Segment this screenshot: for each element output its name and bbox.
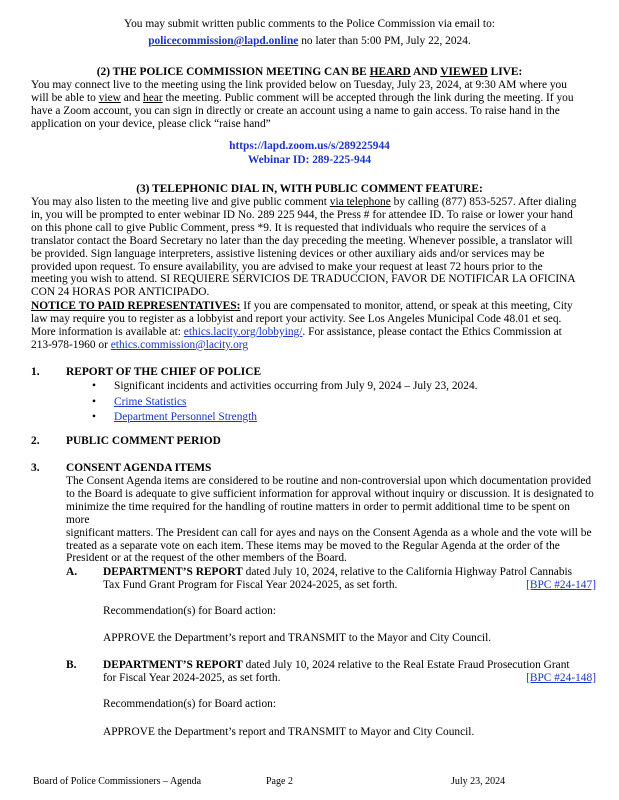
ethics-commission-email-link[interactable]: ethics.commission@lacity.org [110, 338, 249, 351]
item-b-recommendation: Recommendation(s) for Board action: [103, 698, 277, 710]
zoom-link[interactable]: https://lapd.zoom.us/s/289225944 [229, 140, 390, 152]
paragraph-line: significant matters. The President can call for ayes and nays on the Consent Agenda as a whole and the vote will be [66, 526, 592, 539]
notice-label: NOTICE TO PAID REPRESENTATIVES: [31, 300, 241, 312]
ethics-lobbying-link[interactable]: ethics.lacity.org/lobbying/ [183, 325, 303, 338]
paragraph-line: treated as a separate vote on each item. These items may be moved to the Regular Agenda at the order of the [66, 539, 560, 552]
item-a-action: APPROVE the Department’s report and TRANSMIT to the Mayor and City Council. [103, 632, 492, 644]
heading-live: LIVE: [487, 66, 523, 78]
paragraph-line: translator contact the Board Secretary no later than the day preceding the meeting. Whenever possible, a translator will [31, 234, 573, 247]
paragraph-line: President or at the request of the other members of the Board. [66, 552, 347, 565]
paragraph-line: to the Board is adequate to give sufficient information for approval without inquiry or discussion. It is designated to [66, 487, 594, 500]
intro-deadline: no later than 5:00 PM, July 22, 2024. [298, 35, 471, 47]
bullet-text: Significant incidents and activities occurring from July 9, 2024 – July 23, 2024. [114, 380, 478, 392]
bullet-item [92, 411, 478, 427]
item-a-letter: A. [66, 566, 78, 578]
report-label: DEPARTMENT’S REPORT [103, 566, 243, 578]
personnel-strength-link[interactable]: Department Personnel Strength [114, 411, 257, 423]
text: If you are compensated to monitor, attend, or speak at this meeting, City [240, 300, 573, 312]
paragraph-line [103, 671, 596, 685]
item-a-body [103, 566, 596, 592]
commission-email-link[interactable]: policecommission@lapd.online [148, 35, 299, 47]
text: More information is available at: [31, 325, 184, 338]
bpc-24-148-link[interactable]: [BPC #24-148] [526, 671, 596, 684]
bpc-24-147-link[interactable]: [BPC #24-147] [526, 578, 596, 591]
heading-and: AND [410, 66, 441, 78]
footer-date: July 23, 2024 [451, 776, 506, 787]
bullet-item [92, 380, 478, 396]
text: the meeting. Public comment will be accepted through the link during the meeting. If you [162, 91, 574, 104]
intro-line-2 [0, 35, 619, 48]
text-view: view [98, 91, 121, 104]
footer-title: Board of Police Commissioners – Agenda [33, 776, 202, 787]
paragraph-line [31, 92, 593, 105]
paragraph-line: application on your device, please click “raise hand” [31, 117, 271, 130]
item-1-title: REPORT OF THE CHIEF OF POLICE [66, 366, 262, 378]
text: dated July 10, 2024 relative to the Real Estate Fraud Prosecution Grant [242, 659, 570, 671]
webinar-id: Webinar ID: 289-225-944 [247, 154, 372, 166]
paragraph-line: in, you will be prompted to enter webinar ID No. 289 225 944, the Press # for attendee ID. To raise or lower your hand [31, 208, 573, 221]
text: 213-978-1960 or [31, 338, 111, 351]
bullet-item [92, 396, 478, 412]
text-hear: hear [143, 91, 163, 104]
text: for Fiscal Year 2024-2025, as set forth. [103, 671, 281, 684]
item-b-action: APPROVE the Department’s report and TRANSMIT to Mayor and City Council. [103, 726, 475, 738]
text: Tax Fund Grant Program for Fiscal Year 2024-2025, as set forth. [103, 578, 398, 591]
paragraph-line: meeting you wish to attend. SI REQUIERE SERVICIOS DE TRADUCCION, FAVOR DE NOTIFICAR LA OFICINA [31, 273, 576, 286]
paragraph-line: provided upon request. To ensure availability, you are advised to make your request at least 72 hours prior to the [31, 260, 543, 273]
item-2-number: 2. [31, 435, 40, 447]
text-via-telephone: via telephone [329, 196, 391, 208]
section-2-paragraph [31, 79, 593, 131]
report-label: DEPARTMENT’S REPORT [103, 659, 243, 671]
paragraph-line: You may connect live to the meeting using the link provided below on Tuesday, July 23, 2024, at 9:30 AM where you [31, 79, 567, 91]
paragraph-line [31, 300, 593, 313]
text: You may also listen to the meeting live and give public comment [31, 196, 330, 208]
paragraph-line: minimize the time required for the handling of routine matters in order to permit additional time to be spent on more [66, 500, 570, 526]
item-3-number: 3. [31, 462, 40, 474]
text: and [120, 91, 144, 104]
heading-viewed: VIEWED [440, 66, 488, 78]
item-b-letter: B. [66, 659, 77, 671]
paragraph-line [103, 578, 596, 592]
heading-text: (2) THE POLICE COMMISSION MEETING CAN BE [96, 66, 370, 78]
consent-agenda-description [66, 475, 596, 565]
item-a-recommendation: Recommendation(s) for Board action: [103, 605, 277, 617]
item-3-title: CONSENT AGENDA ITEMS [66, 462, 212, 474]
paragraph-line: The Consent Agenda items are considered to be routine and non-controversial upon which documentation provided [66, 475, 592, 487]
paragraph-line: be provided. Sign language interpreters, assistive listening devices or other auxiliary aids and/or services may be [31, 247, 545, 260]
item-b-body [103, 659, 596, 685]
paragraph-line [103, 566, 593, 579]
paragraph-line [31, 339, 593, 352]
item-2-title: PUBLIC COMMENT PERIOD [66, 435, 221, 447]
paragraph-line: on this phone call to give Public Comment, press *9. It is requested that individuals who require the services of a [31, 221, 547, 234]
paragraph-line [31, 196, 593, 209]
paragraph-line [103, 659, 593, 672]
section-3-heading: (3) TELEPHONIC DIAL IN, WITH PUBLIC COMMENT FEATURE: [136, 183, 483, 195]
item-1-bullets [92, 380, 478, 427]
heading-heard: HEARD [369, 66, 411, 78]
footer-page-number: Page 2 [266, 776, 293, 787]
item-1-number: 1. [31, 366, 40, 378]
paid-representatives-notice [31, 300, 593, 352]
text: will be able to [31, 91, 99, 104]
crime-statistics-link[interactable]: Crime Statistics [114, 395, 187, 408]
text: . For assistance, please contact the Ethics Commission at [302, 325, 562, 338]
text: dated July 10, 2024, relative to the California Highway Patrol Cannabis [242, 566, 573, 578]
paragraph-line [31, 326, 593, 339]
section-2-heading [0, 66, 619, 79]
paragraph-line: have a Zoom account, you can sign in directly or create an account using a name to gain access. To raise hand in the [31, 104, 560, 117]
intro-line-1: You may submit written public comments to the Police Commission via email to: [124, 18, 495, 30]
paragraph-line: CON 24 HORAS POR ANTICIPADO. [31, 286, 210, 299]
text: by calling (877) 853-5257. After dialing [390, 196, 577, 208]
paragraph-line: law may require you to register as a lobbyist and report your activity. See Los Angeles Municipal Code 48.01 et seq. [31, 312, 562, 325]
section-3-paragraph [31, 196, 593, 299]
